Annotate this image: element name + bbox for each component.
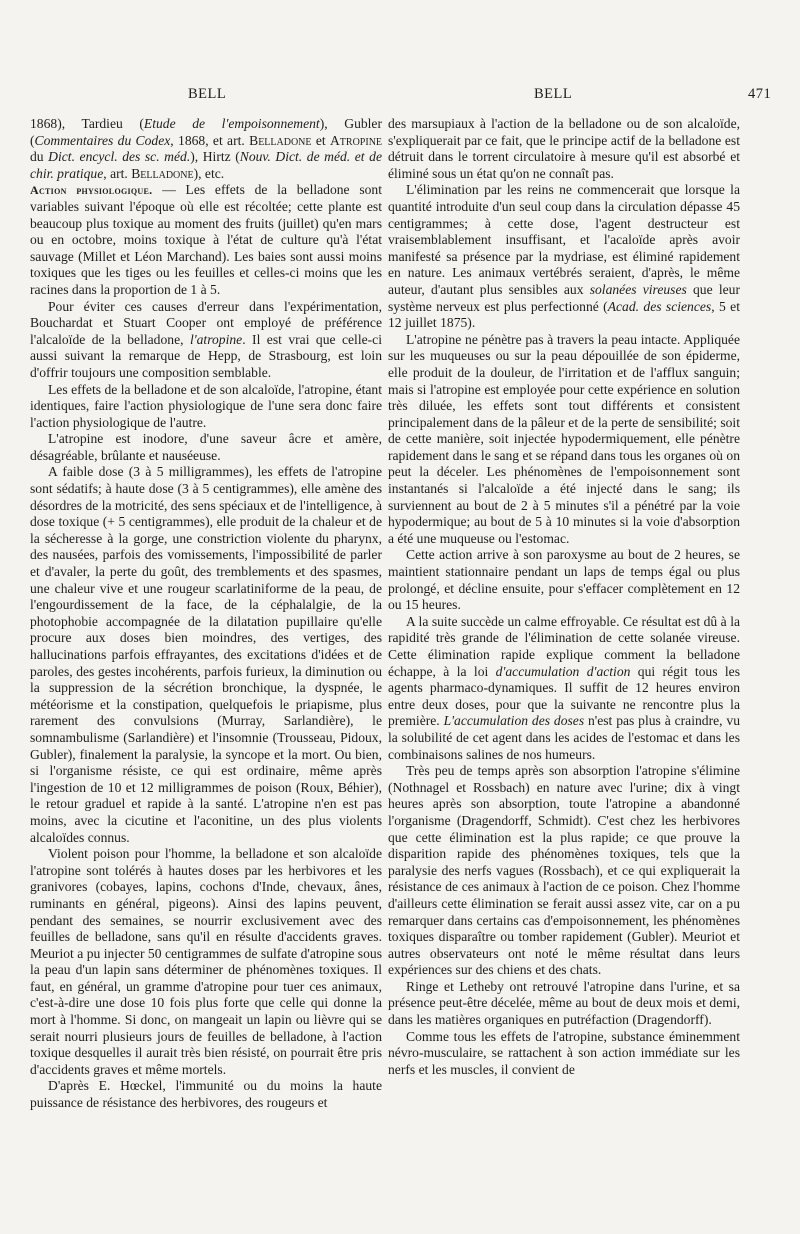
paragraph: L'atropine ne pénètre pas à travers la peau intacte. Appliquée sur les muqueuses ou sur la peau dépouillée de son épiderme, elle produit de la douleur, de l'irritation et de l'afflux sanguin; mais si l'atropine est employée pour cette expérience en solution très diluée, les effets sont tout différents et consistent principalement dans de la pâleur et de la perte de sensibilité; soit de cette manière, soit injectée hypodermiquement, elle pénètre rapidement dans le sang et se répand dans tous les organes où on peut la déceler. Les phénomènes de l'empoisonnement sont instantanés si l'alcaloïde a été injecté dans le sang; ils surviennent au bout de 2 à 5 minutes s'il a pénétré par la voie hypodermique; au bout de 5 à 10 minutes si la voie d'absorption a été une muqueuse ou l'estomac. [388, 331, 740, 546]
paragraph: D'après E. Hœckel, l'immunité ou du moins la haute puissance de résistance des herbivores, des rougeurs et [30, 1078, 382, 1111]
paragraph-references: 1868), Tardieu (Etude de l'empoisonnement), Gubler (Commentaires du Codex, 1868, et art. Belladone et Atropine du Dict. encycl. des sc. méd.), Hirtz (Nouv. Dict. de méd. et de chir. pratique, art. Belladone), etc. [30, 116, 383, 181]
paragraph: Cette action arrive à son paroxysme au bout de 2 heures, se maintient stationnaire pendant un laps de temps égal ou plus prolongé, et décline ensuite, pour s'effacer complètement en 12 ou 15 heures. [388, 547, 740, 613]
right-header-title: BELL [534, 86, 573, 102]
left-header-title: BELL [188, 86, 227, 102]
paragraph: L'atropine est inodore, d'une saveur âcre et amère, désagréable, brûlante et nauséeuse. [30, 431, 382, 463]
paragraph: Pour éviter ces causes d'erreur dans l'expérimentation, Bouchardat et Stuart Cooper ont employé de préférence l'alcaloïde de la belladone, l'atropine. Il est vrai que celle-ci aussi suivant la remarque de Hepp, de Strasbourg, est loin d'offrir toujours une composition semblable. [30, 298, 382, 380]
paragraph-action-physiologique: Action physiologique. — Les effets de la belladone sont variables suivant l'époque où elle est récoltée; cette plante est beaucoup plus toxique au moment des fruits (juillet) qu'en mars ou en octobre, moins toxique à l'état de culture qu'à l'état sauvage (Millet et Léon Marchand). Les baies sont aussi moins toxiques que les tiges ou les feuilles et celles-ci moins que les racines dans la proportion de 1 à 5. [30, 182, 382, 297]
paragraph: A faible dose (3 à 5 milligrammes), les effets de l'atropine sont sédatifs; à haute dose (3 à 5 centigrammes), elle amène des désordres de la motricité, des sens spéciaux et de l'intelligence, à dose toxique (+ 5 centigrammes), elle produit de la chaleur et de la sécheresse à la gorge, une constriction violente du pharynx, des nausées, parfois des vomissements, l'impossibilité de parler et d'avaler, la perte du goût, des tremblements et des spasmes, une chaleur vive et une rougeur scarlatiniforme de la peau, de l'engourdissement de la face, de la céphalalgie, de la photophobie accompagnée de la dilatation pupillaire qu'elle procure aux doses bien moindres, des vertiges, des hallucinations parfois effrayantes, des excitations d'idées et de paroles, des gestes incohérents, parfois furieux, la diminution ou la suppression de la sécrétion bronchique, la dyspnée, le météorisme et la constipation, quelquefois le priapisme, plus rarement des convulsions (Murray, Sarlandière), le somnambulisme (Sarlandière) et l'insomnie (Trousseau, Pidoux, Gubler), finalement la paralysie, la syncope et la mort. Ou bien, si l'organisme résiste, ce qui est ordinaire, même après l'ingestion de 10 et 12 milligrammes de poison (Roux, Béhier), le retour graduel et rapide à la santé. L'atropine n'en est pas moins, avec la cicutine et l'aconitine, un des plus violents alcaloïdes connus. [30, 464, 382, 845]
running-header [0, 86, 800, 110]
paragraph: L'élimination par les reins ne commencerait que lorsque la quantité introduite d'un seul coup dans la circulation dépasse 45 centigrammes; à cette dose, l'agent destructeur est vraisemblablement insuffisant, et l'acaloïde après avoir manifesté sa présence par la mydriase, est éliminé rapidement en nature. Les animaux vertébrés seraient, d'après, le même auteur, d'autant plus sensibles aux solanées vireuses que leur système nerveux est plus perfectionné (Acad. des sciences, 5 et 12 juillet 1875). [388, 182, 740, 331]
right-column [388, 116, 740, 1078]
paragraph: Ringe et Letheby ont retrouvé l'atropine dans l'urine, et sa présence peut-être décelée, même au bout de deux mois et demi, dans les matières organiques en putréfaction (Dragendorff). [388, 978, 740, 1028]
paragraph: A la suite succède un calme effroyable. Ce résultat est dû à la rapidité très grande de l'élimination de cette solanée vireuse. Cette élimination rapide explique comment la belladone échappe, à la loi d'accumulation d'action qui régit tous les agents pharmaco-dynamiques. Il suffit de 12 heures environ entre deux doses, pour que la suivante ne rencontre plus la première. L'accumulation des doses n'est pas plus à craindre, vu la solubilité de cet agent dans les acides de l'estomac et dans les combinaisons salines de nos humeurs. [388, 613, 740, 762]
paragraph: Comme tous les effets de l'atropine, substance éminemment névro-musculaire, se rattachent à son action immédiate sur les nerfs et les muscles, il convient de [388, 1028, 740, 1077]
paragraph: Les effets de la belladone et de son alcaloïde, l'atropine, étant identiques, faire l'action physiologique de l'une sera donc faire l'action physiologique de l'autre. [30, 381, 382, 430]
page-number: 471 [748, 86, 772, 102]
section-heading: Action physiologique. [30, 183, 153, 198]
paragraph: des marsupiaux à l'action de la belladone ou de son alcaloïde, s'expliquerait par ce fait, que le principe actif de la belladone est détruit dans le torrent circulatoire à mesure qu'il est absorbé et éliminé sous un état qu'on ne connaît pas. [388, 116, 740, 181]
left-column [30, 116, 382, 1112]
paragraph: Violent poison pour l'homme, la belladone et son alcaloïde l'atropine sont tolérés à hautes doses par les herbivores et les granivores (cobayes, lapins, cochons d'Inde, chevaux, ânes, ruminants en général, pigeons). Ainsi des lapins peuvent, pendant des semaines, se nourrir exclusivement avec des feuilles de belladone, sans qu'il en résulte d'accidents graves. Meuriot a pu injecter 50 centigrammes de sulfate d'atropine sous la peau d'un lapin sans déterminer de phénomènes toxiques. Il faut, en général, un gramme d'atropine pour tuer ces animaux, c'est-à-dire une dose 10 fois plus forte que celle qui donne la mort à l'homme. Si donc, on mangeait un lapin ou lièvre qui se serait nourri plusieurs jours de feuilles de belladone, à l'action toxique desquelles il aurait très bien résisté, on pourrait être pris d'accidents graves et même mortels. [30, 846, 382, 1077]
paragraph: Très peu de temps après son absorption l'atropine s'élimine (Nothnagel et Rossbach) en nature avec l'urine; dix à vingt heures après son absorption, toute l'atropine a abandonné l'organisme (Dragendorff, Schmidt). C'est chez les herbivores que cette élimination est la plus rapide; ce que prouve la disparition rapide des phénomènes toxiques, tels que la paralysie des nerfs vagues (Rossbach), et ce qui expliquerait la résistance de ces animaux à l'action de ce poison. Chez l'homme d'ailleurs cette élimination se ferait aussi assez vite, car on a pu remarquer dans certains cas d'empoisonnement, les phénomènes toxiques disparaître ou tomber rapidement (Gubler). Meuriot et autres observateurs ont noté le même résultat dans leurs expériences sur des chiens et des chats. [388, 763, 740, 978]
